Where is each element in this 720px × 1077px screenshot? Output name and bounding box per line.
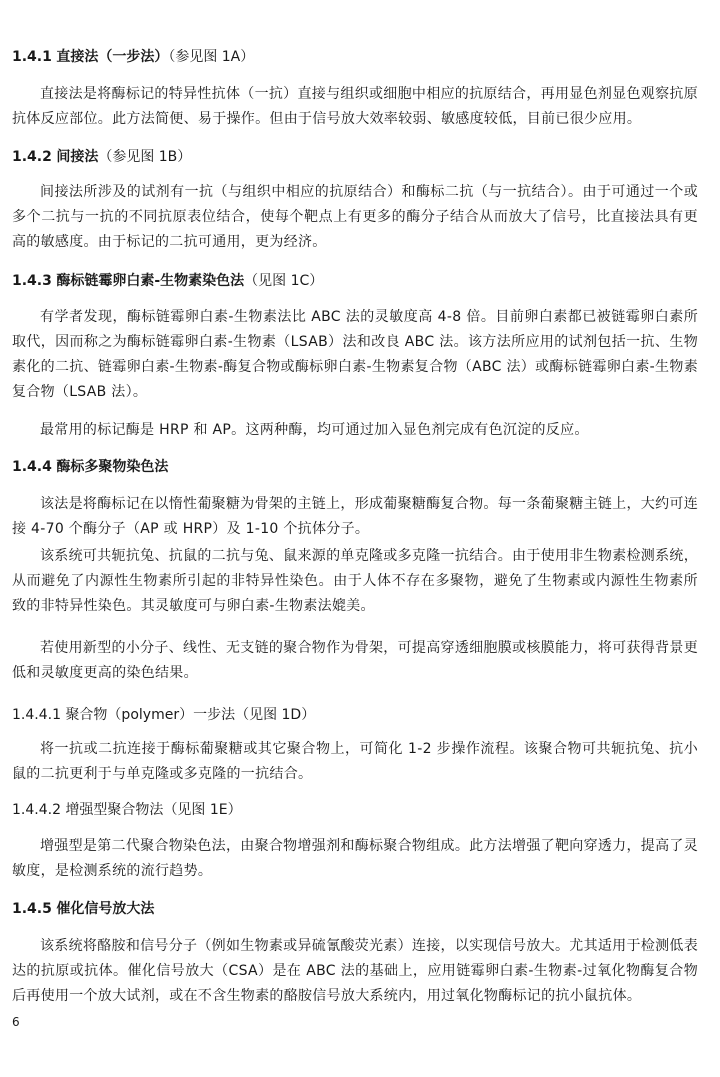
figure-reference: （见图 1C） (244, 273, 324, 289)
section-number: 1.4.4 (12, 459, 52, 475)
section-heading-1-4-1 (12, 48, 254, 66)
section-number: 1.4.4.2 (12, 802, 61, 818)
section-heading-1-4-4-2 (12, 801, 242, 819)
figure-reference: （参见图 1A） (168, 49, 255, 65)
section-title: 聚合物（polymer）一步法 (65, 707, 236, 723)
section-heading-1-4-3 (12, 272, 323, 290)
section-title: 间接法 (56, 149, 99, 165)
section-number: 1.4.3 (12, 273, 52, 289)
page-number: 6 (12, 1015, 20, 1029)
section-title: 增强型聚合物法 (65, 802, 164, 818)
section-number: 1.4.2 (12, 149, 52, 165)
paragraph-catalyzed-signal-amplification: 该系统将酪胺和信号分子（例如生物素或异硫氰酸荧光素）连接，以实现信号放大。尤其适用于检测低表达的抗原或抗体。催化信号放大（CSA）是在 ABC 法的基础上，应用链霉卵白素-生物素-过氧化物酶复合物后再使用一个放大试剂，或在不含生物素的酪胺信号放大系统内，用过氧化物酶标记的抗小鼠抗体。 (12, 938, 698, 1004)
section-title: 直接法（一步法） (56, 49, 169, 65)
paragraph-labeling-enzymes: 最常用的标记酶是 HRP 和 AP。这两种酶，均可通过加入显色剂完成有色沉淀的反应。 (40, 422, 589, 438)
figure-reference: （见图 1E） (163, 802, 242, 818)
paragraph-direct-method: 直接法是将酶标记的特异性抗体（一抗）直接与组织或细胞中相应的抗原结合，再用显色剂显色观察抗原抗体反应部位。此方法简便、易于操作。但由于信号放大效率较弱、敏感度较低，目前已很少应用。 (12, 86, 698, 127)
paragraph-lsab-method: 有学者发现，酶标链霉卵白素-生物素法比 ABC 法的灵敏度高 4-8 倍。目前卵白素都已被链霉卵白素所取代，因而称之为酶标链霉卵白素-生物素（LSAB）法和改良 ABC 法。该方法所应用的试剂包括一抗、生物素化的二抗、链霉卵白素-生物素-酶复合物或酶标卵白素-生物素复合物（ABC 法）或酶标链霉卵白素-生物素复合物（LSAB 法）。 (12, 309, 698, 400)
section-heading-1-4-5 (12, 900, 154, 918)
paragraph-one-step-polymer: 将一抗或二抗连接于酶标葡聚糖或其它聚合物上，可简化 1-2 步操作流程。该聚合物可共轭抗兔、抗小鼠的二抗更利于与单克隆或多克隆的一抗结合。 (12, 741, 698, 782)
section-number: 1.4.1 (12, 49, 52, 65)
section-heading-1-4-4 (12, 458, 168, 476)
section-title: 酶标链霉卵白素-生物素染色法 (56, 273, 245, 289)
section-title: 酶标多聚物染色法 (56, 459, 169, 475)
paragraph-polymer-method: 该法是将酶标记在以惰性葡聚糖为骨架的主链上，形成葡聚糖酶复合物。每一条葡聚糖主链上，大约可连接 4-70 个酶分子（AP 或 HRP）及 1-10 个抗体分子。 (12, 496, 698, 537)
section-number: 1.4.4.1 (12, 707, 61, 723)
section-title: 催化信号放大法 (56, 901, 155, 917)
section-heading-1-4-2 (12, 148, 191, 166)
section-number: 1.4.5 (12, 901, 52, 917)
paragraph-indirect-method: 间接法所涉及的试剂有一抗（与组织中相应的抗原结合）和酶标二抗（与一抗结合）。由于可通过一个或多个二抗与一抗的不同抗原表位结合，使每个靶点上有更多的酶分子结合从而放大了信号，比直接法具有更高的敏感度。由于标记的二抗可通用，更为经济。 (12, 184, 698, 250)
section-heading-1-4-4-1 (12, 706, 315, 724)
paragraph-enhanced-polymer: 增强型是第二代聚合物染色法，由聚合物增强剂和酶标聚合物组成。此方法增强了靶向穿透力，提高了灵敏度，是检测系统的流行趋势。 (12, 838, 698, 879)
paragraph-new-polymers: 若使用新型的小分子、线性、无支链的聚合物作为骨架，可提高穿透细胞膜或核膜能力，将可获得背景更低和灵敏度更高的染色结果。 (12, 640, 698, 681)
figure-reference: （参见图 1B） (98, 149, 192, 165)
paragraph-polymer-system: 该系统可共轭抗兔、抗鼠的二抗与兔、鼠来源的单克隆或多克隆一抗结合。由于使用非生物素检测系统，从而避免了内源性生物素所引起的非特异性染色。由于人体不存在多聚物，避免了生物素或内源性生物素所致的非特异性染色。其灵敏度可与卵白素-生物素法媲美。 (12, 548, 698, 614)
figure-reference: （见图 1D） (235, 707, 316, 723)
